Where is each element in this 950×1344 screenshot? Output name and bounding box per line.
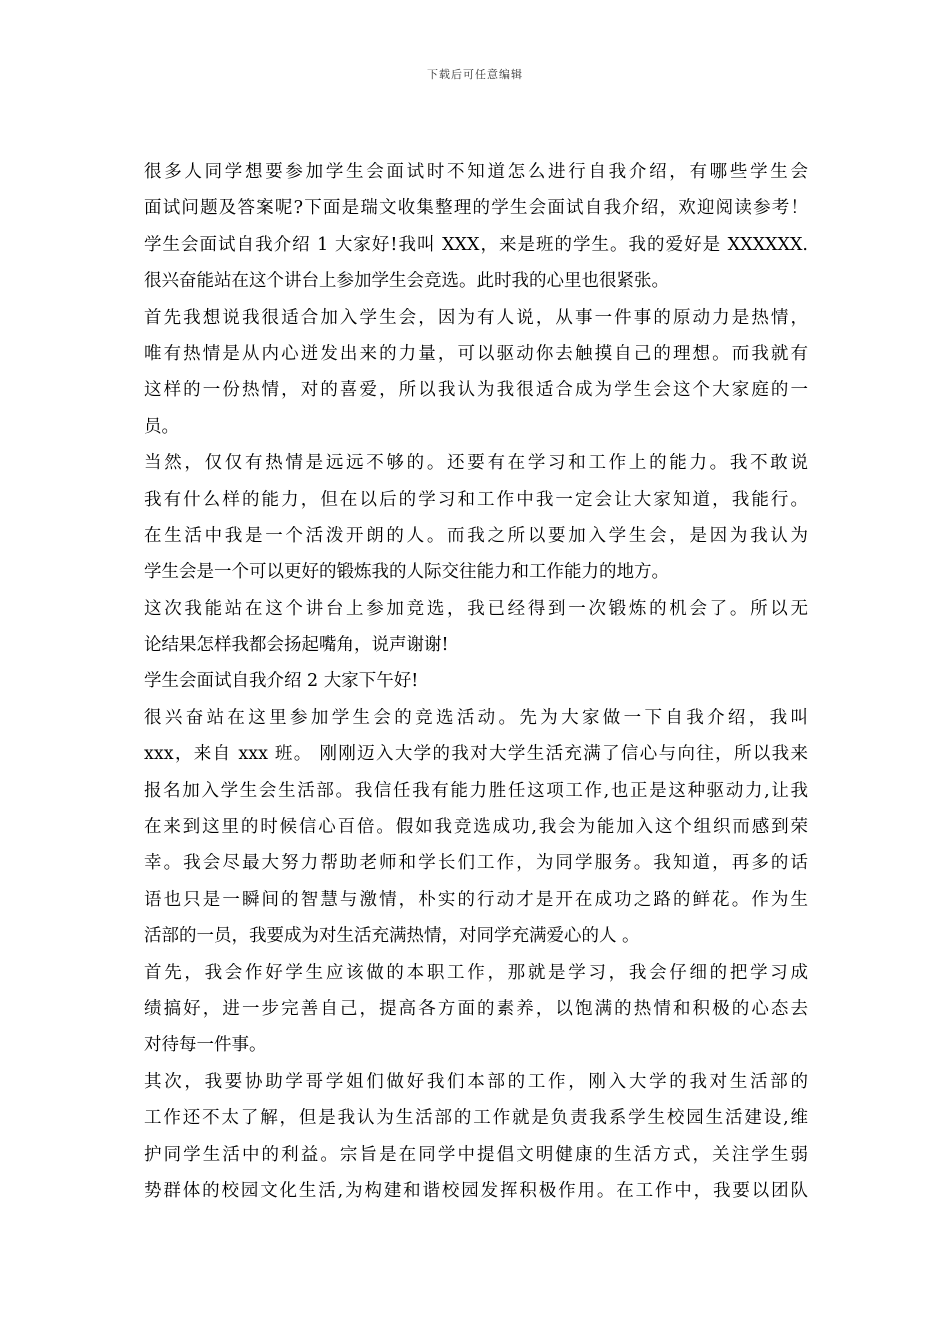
text-line: 学生会面试自我介绍 2 大家下午好! [144, 671, 419, 692]
text-line: 面试问题及答案呢?下面是瑞文收集整理的学生会面试自我介绍，欢迎阅读参考！ [144, 198, 808, 219]
text-line: 报名加入学生会生活部。我信任我有能力胜任这项工作,也正是这种驱动力,让我 [144, 780, 808, 801]
text-line: 势群体的校园文化生活,为构建和谐校园发挥积极作用。在工作中，我要以团队 [144, 1180, 808, 1201]
text-line: 论结果怎样我都会扬起嘴角，说声谢谢! [144, 635, 449, 656]
text-line: 工作还不太了解，但是我认为生活部的工作就是负责我系学生校园生活建设,维 [144, 1108, 808, 1129]
text-line: 幸。我会尽最大努力帮助老师和学长们工作，为同学服务。我知道，再多的话 [144, 853, 808, 874]
text-line: 在生活中我是一个活泼开朗的人。而我之所以要加入学生会，是因为我认为 [144, 525, 808, 546]
text-line: 语也只是一瞬间的智慧与激情，朴实的行动才是开在成功之路的鲜花。作为生 [144, 889, 808, 910]
text-line: 员。 [144, 416, 179, 437]
text-line: 首先我想说我很适合加入学生会，因为有人说，从事一件事的原动力是热情， [144, 307, 808, 328]
text-line: 很多人同学想要参加学生会面试时不知道怎么进行自我介绍，有哪些学生会 [144, 162, 808, 182]
text-line: 绩搞好，进一步完善自己，提高各方面的素养，以饱满的热情和积极的心态去 [144, 998, 808, 1019]
text-line: 活部的一员，我要成为对生活充满热情，对同学充满爱心的人 。 [144, 926, 640, 947]
text-line: 很兴奋能站在这个讲台上参加学生会竞选。此时我的心里也很紧张。 [144, 271, 669, 292]
text-line: 很兴奋站在这里参加学生会的竞选活动。先为大家做一下自我介绍，我叫 [144, 707, 808, 728]
text-line: 首先，我会作好学生应该做的本职工作，那就是学习，我会仔细的把学习成 [144, 962, 808, 983]
page-header-note: 下载后可任意编辑 [427, 68, 523, 81]
text-line: 这次我能站在这个讲台上参加竞选，我已经得到一次锻炼的机会了。所以无 [144, 598, 808, 619]
text-line: 学生会面试自我介绍 1 大家好!我叫 XXX，来是班的学生。我的爱好是 XXXXXX. [144, 234, 808, 255]
document-body [144, 154, 808, 1209]
text-line: 当然，仅仅有热情是远远不够的。还要有在学习和工作上的能力。我不敢说 [144, 453, 808, 474]
text-line: 学生会是一个可以更好的锻炼我的人际交往能力和工作能力的地方。 [144, 562, 669, 583]
text-line: 护同学生活中的利益。宗旨是在同学中提倡文明健康的生活方式，关注学生弱 [144, 1144, 808, 1165]
text-line: xxx，来自 xxx 班。 刚刚迈入大学的我对大学生活充满了信心与向往，所以我来 [144, 744, 808, 765]
text-line: 对待每一件事。 [144, 1035, 267, 1056]
text-line: 在来到这里的时候信心百倍。假如我竞选成功,我会为能加入这个组织而感到荣 [144, 817, 808, 838]
text-line: 这样的一份热情，对的喜爱，所以我认为我很适合成为学生会这个大家庭的一 [144, 380, 808, 401]
text-line: 其次，我要协助学哥学姐们做好我们本部的工作，刚入大学的我对生活部的 [144, 1071, 808, 1092]
text-line: 我有什么样的能力，但在以后的学习和工作中我一定会让大家知道，我能行。 [144, 489, 808, 510]
text-line: 唯有热情是从内心迸发出来的力量，可以驱动你去触摸自己的理想。而我就有 [144, 343, 808, 364]
